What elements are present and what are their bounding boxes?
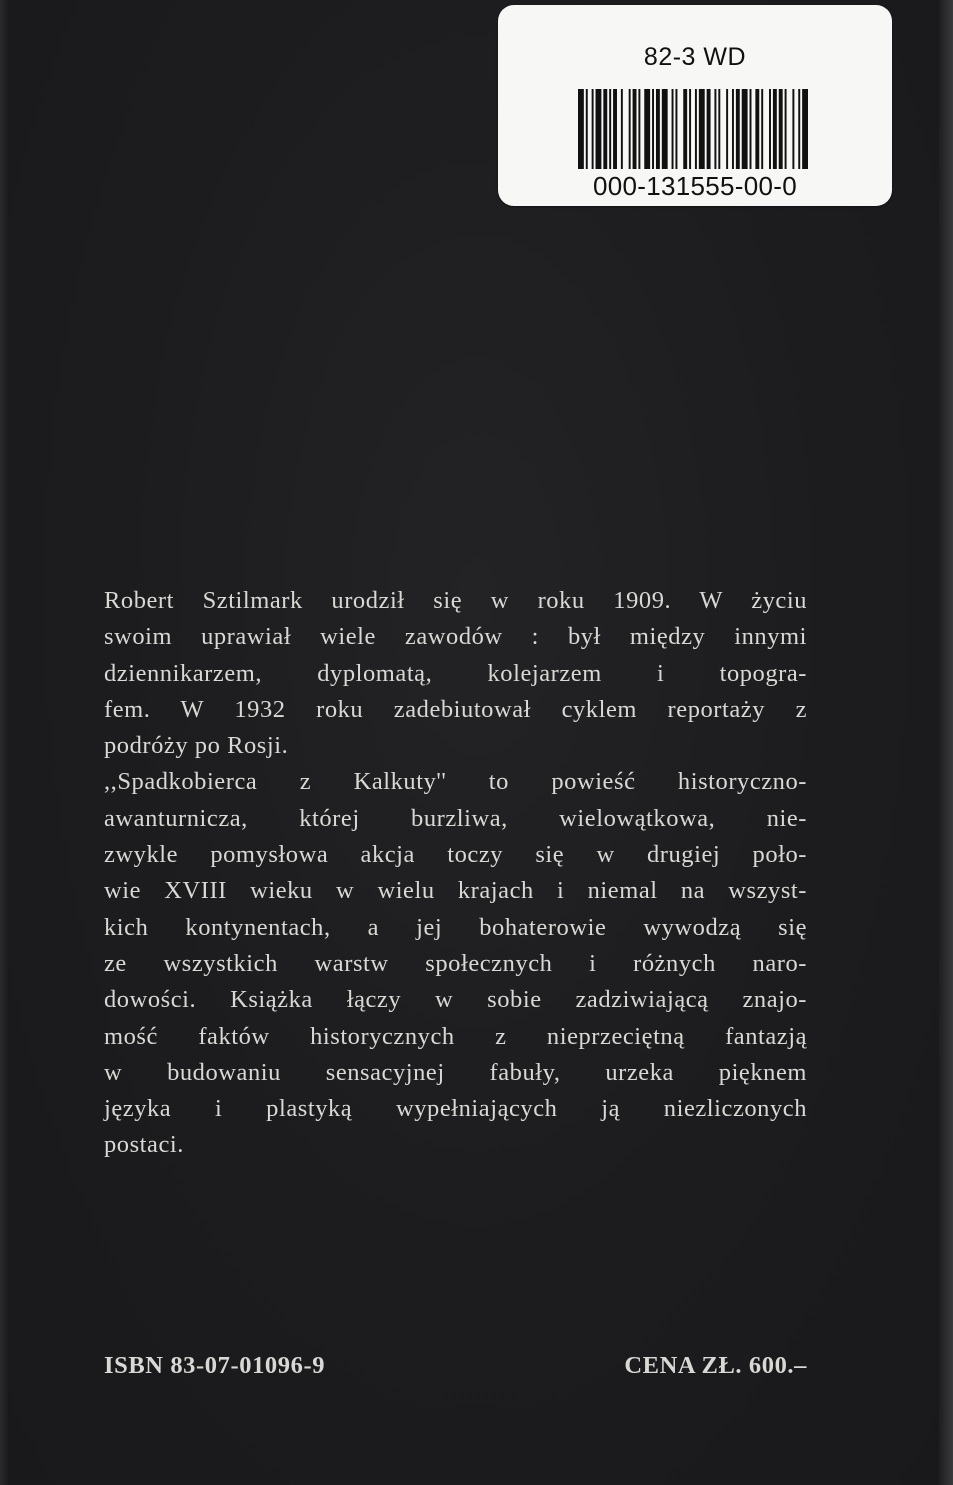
barcode-bar	[699, 89, 705, 169]
barcode-bar	[609, 89, 611, 169]
description-line: Robert Sztilmark urodził się w roku 1909. W życiu	[104, 587, 807, 614]
barcode-bar	[718, 89, 720, 169]
barcode-bar	[736, 89, 740, 169]
sticker-inventory-number: 000-131555-00-0	[593, 171, 797, 201]
barcode-bar	[683, 89, 687, 169]
barcode-bar	[785, 89, 787, 169]
barcode-icon	[578, 89, 808, 169]
description-line: postaci.	[104, 1131, 184, 1159]
barcode-bar	[586, 89, 588, 169]
description-line: dziennikarzem, dyplomatą, kolejarzem i topogra-	[104, 659, 807, 687]
barcode-bar	[613, 89, 617, 169]
description-line: kich kontynentach, a jej bohaterowie wywodzą się	[104, 913, 807, 941]
barcode-bar	[592, 89, 594, 169]
description-line: mość faktów historycznych z nieprzeciętną fantazją	[104, 1022, 807, 1050]
barcode-bar	[621, 89, 623, 169]
library-barcode-sticker	[498, 5, 892, 206]
barcode-bar	[689, 89, 691, 169]
barcode-bar	[656, 89, 660, 169]
barcode-bar	[578, 89, 584, 169]
barcode-bar	[761, 89, 763, 169]
barcode-bar	[672, 89, 674, 169]
barcode-bar	[755, 89, 759, 169]
barcode-bar	[675, 89, 677, 169]
barcode-bar	[652, 89, 654, 169]
sticker-shelf-code: 82-3 WD	[643, 43, 747, 71]
book-description	[104, 583, 807, 1164]
description-line: podróży po Rosji.	[104, 732, 289, 760]
description-line: swoim uprawiał wiele zawodów : był między innymi	[104, 623, 807, 651]
barcode-bar	[662, 89, 668, 169]
barcode-bar	[714, 89, 716, 169]
barcode-bar	[633, 89, 637, 169]
description-line: dowości. Książka łączy w sobie zadziwiającą znajo-	[104, 986, 807, 1014]
description-line: w budowaniu sensacyjnej fabuły, urzeka pięknem	[104, 1058, 807, 1086]
description-line: fem. W 1932 roku zadebiutował cyklem reportaży z	[104, 695, 807, 723]
barcode-bar	[792, 89, 794, 169]
barcode-bar	[596, 89, 602, 169]
barcode-bar	[773, 89, 777, 169]
price-label: CENA ZŁ. 600.–	[624, 1352, 807, 1379]
barcode-bar	[802, 89, 808, 169]
barcode-bar	[707, 89, 711, 169]
description-line: ,,Spadkobierca z Kalkuty'' to powieść historyczno-	[104, 768, 807, 796]
barcode-bar	[732, 89, 734, 169]
barcode-bar	[750, 89, 752, 169]
description-line: ze wszystkich warstw społecznych i różnych naro-	[104, 949, 807, 977]
barcode-bar	[629, 89, 631, 169]
barcode-bar	[695, 89, 697, 169]
barcode-bar	[638, 89, 640, 169]
barcode-bar	[726, 89, 728, 169]
barcode-bar	[779, 89, 783, 169]
barcode-bar	[603, 89, 607, 169]
description-line: wie XVIII wieku w wielu krajach i niemal na wszyst-	[104, 877, 807, 905]
barcode-bar	[742, 89, 748, 169]
description-line: zwykle pomysłowa akcja toczy się w drugiej poło-	[104, 841, 807, 869]
barcode-bar	[798, 89, 800, 169]
description-line: języka i plastyką wypełniających ją niezliczonych	[104, 1095, 807, 1123]
barcode-bar	[769, 89, 771, 169]
isbn-number: ISBN 83-07-01096-9	[104, 1352, 326, 1379]
description-line: awanturnicza, której burzliwa, wielowątkowa, nie-	[104, 804, 807, 832]
barcode-bar	[644, 89, 650, 169]
